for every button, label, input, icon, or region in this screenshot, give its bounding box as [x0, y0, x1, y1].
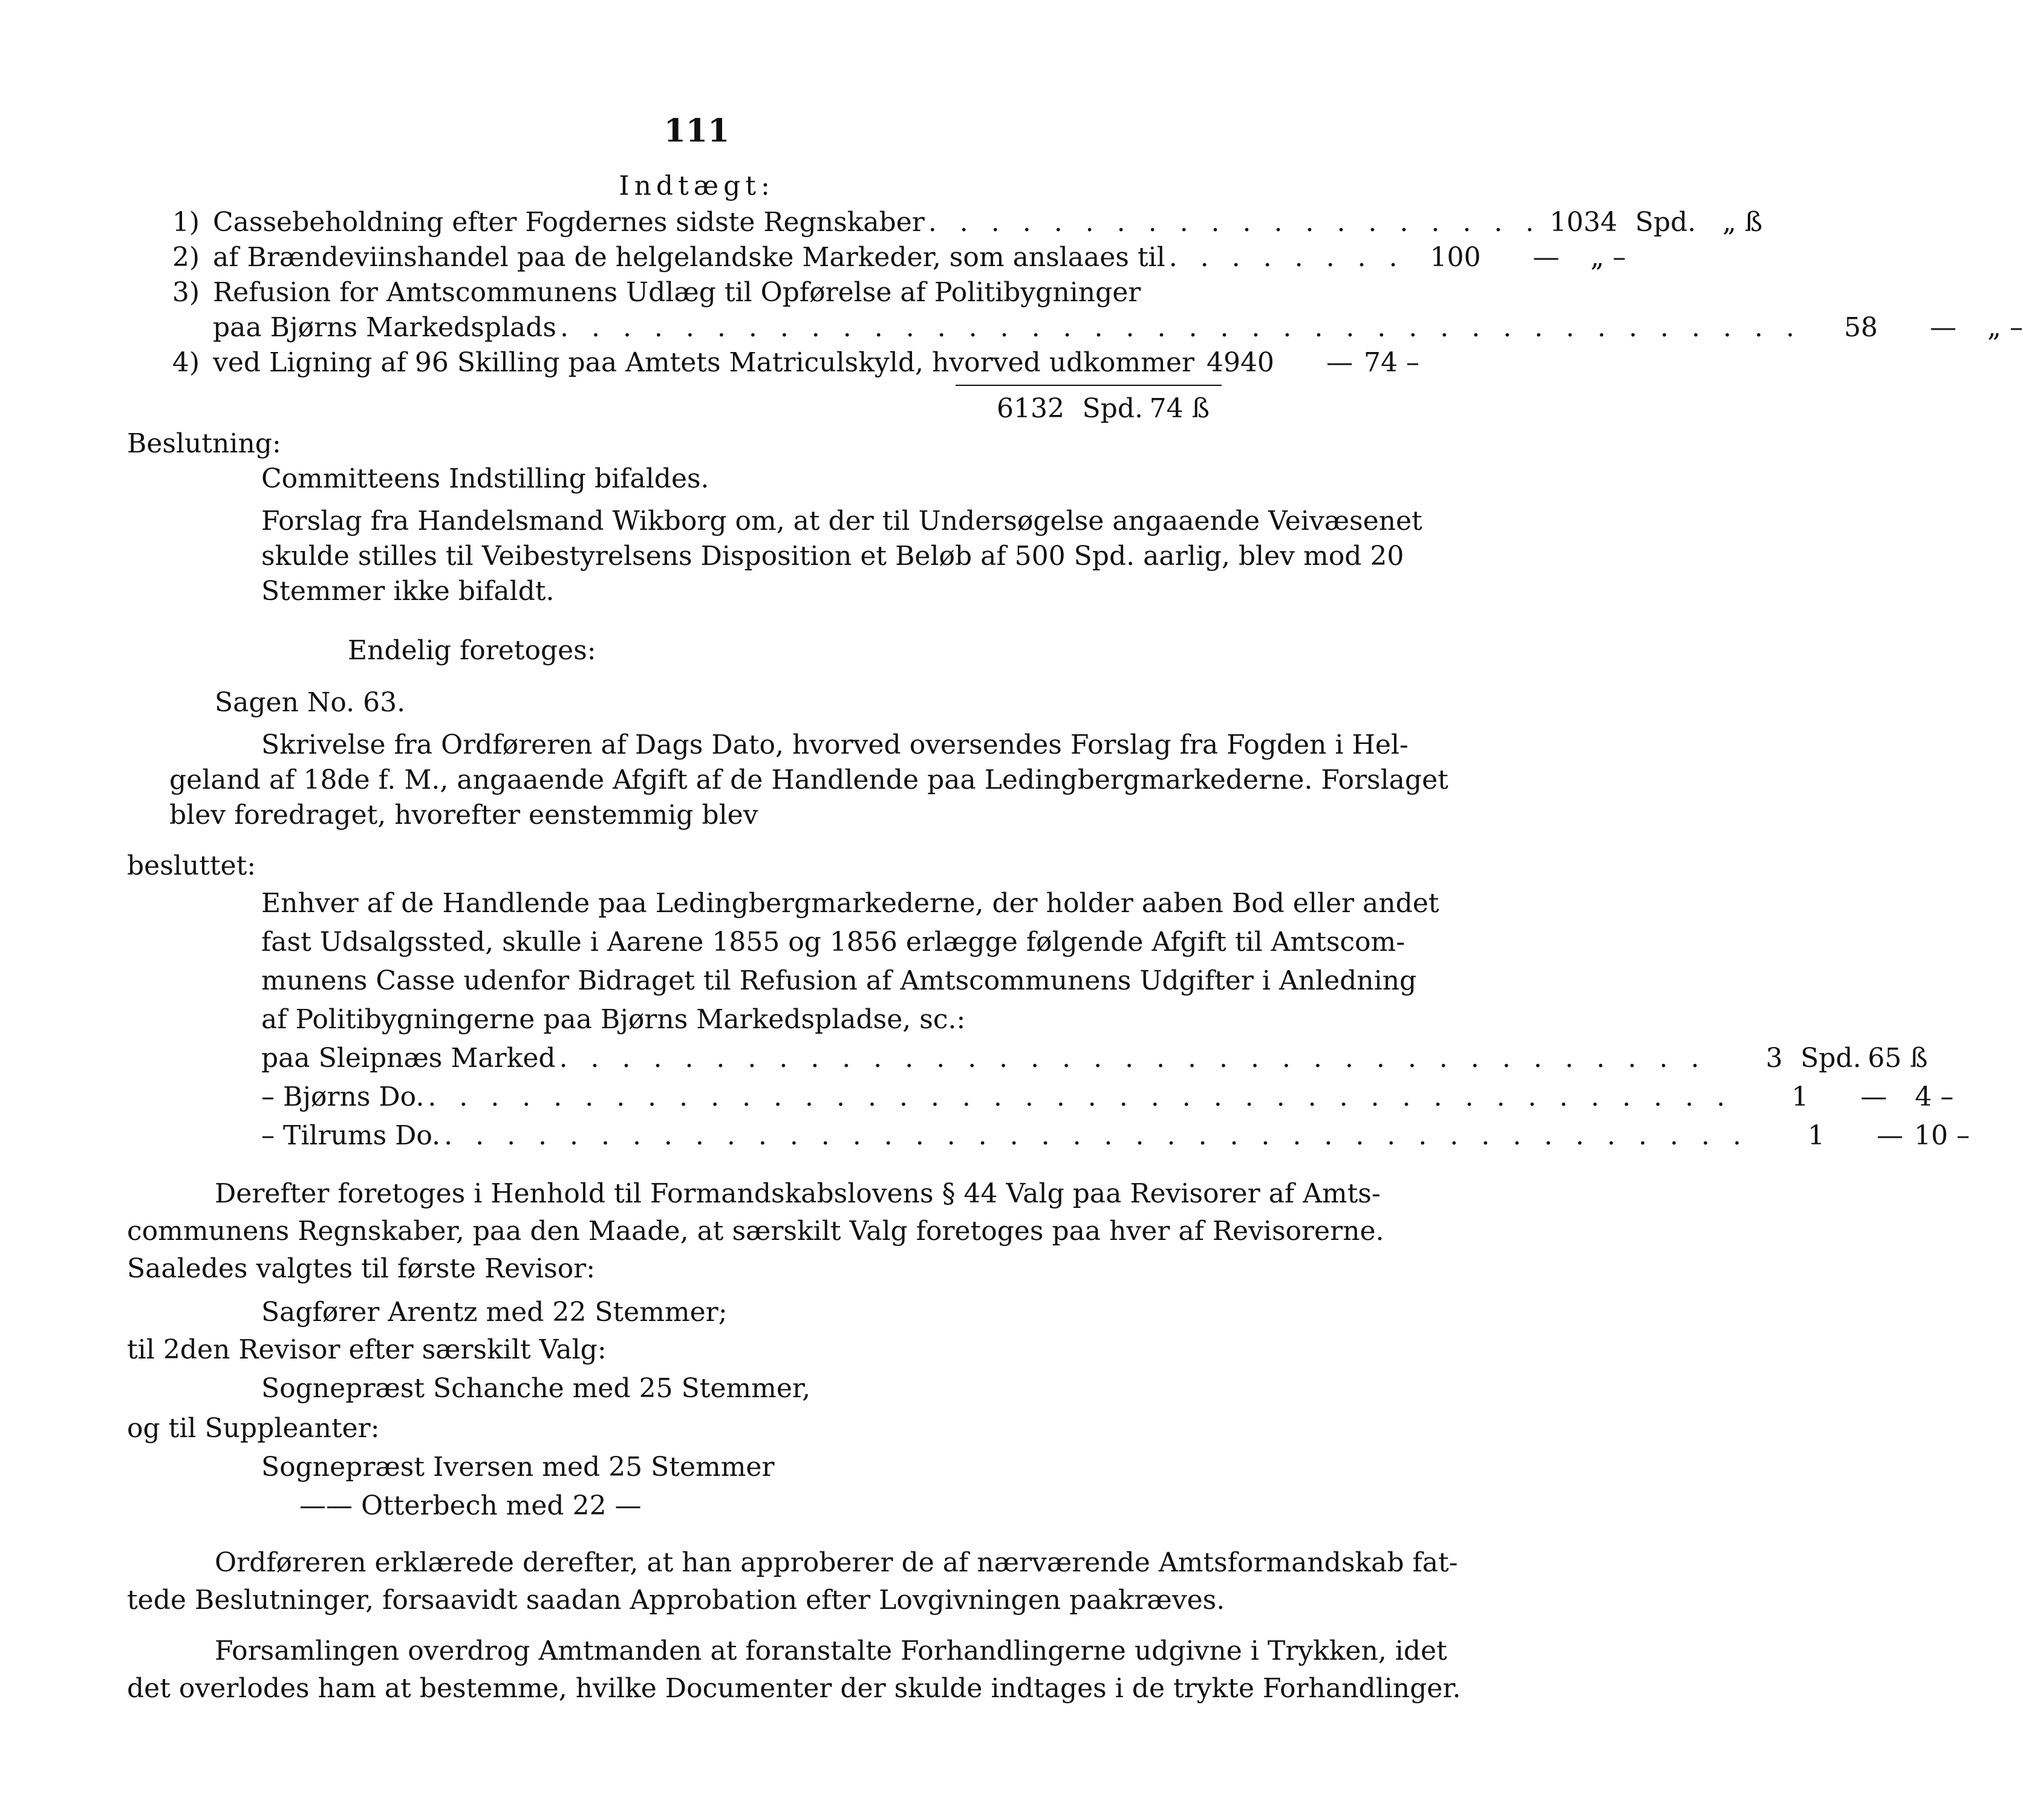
committee-line: Committeens Indstilling bifaldes.: [261, 463, 709, 494]
income-num: 2): [172, 242, 200, 273]
fee-amount: 1: [1808, 1120, 1825, 1151]
fee-line-3: [261, 1119, 1970, 1153]
forslag-line-2: skulde stilles til Veibestyrelsens Disposition et Beløb af 500 Spd. aarlig, blev mod 20: [261, 541, 1404, 572]
fee-unit: Spd.: [1800, 1043, 1862, 1074]
total-unit: Spd.: [1082, 393, 1143, 424]
skrivelse-line-2: geland af 18de f. M., angaaende Afgift af de Handlende paa Ledingbergmarkederne. Forslaget: [169, 765, 1448, 795]
income-num: 4): [172, 347, 200, 378]
income-amount: 1034: [1549, 207, 1618, 238]
income-line-4: [157, 346, 1419, 380]
income-num: 3): [172, 277, 200, 308]
income-line-1: [157, 206, 1763, 240]
income-skilling: „ ß: [1722, 207, 1763, 238]
derefter-line-3: Saaledes valgtes til første Revisor:: [127, 1253, 596, 1284]
enhver-line-3: munens Casse udenfor Bidraget til Refusion af Amtscommunens Udgifter i Anledning: [261, 965, 1417, 996]
income-line-3-cont: [157, 311, 2023, 345]
ordforeren-line-2: tede Beslutninger, forsaavidt saadan Approbation efter Lovgivningen paakræves.: [127, 1585, 1225, 1616]
income-text: ved Ligning af 96 Skilling paa Amtets Matriculskyld, hvorved udkommer: [213, 347, 1194, 378]
fee-text: – Tilrums Do.: [261, 1120, 441, 1151]
income-num: 1): [172, 207, 200, 238]
income-text: Cassebeholdning efter Fogdernes sidste Regnskaber: [213, 207, 925, 238]
suppleanter-label: og til Suppleanter:: [127, 1413, 380, 1444]
enhver-line-1: Enhver af de Handlende paa Ledingbergmarkederne, der holder aaben Bod eller andet: [261, 888, 1439, 919]
fee-text: paa Sleipnæs Marked: [261, 1043, 556, 1074]
income-unit: —: [1929, 312, 1956, 343]
ordforeren-line-1: Ordføreren erklærede derefter, at han approberer de af nærværende Amtsformandskab fat-: [215, 1547, 1458, 1578]
income-skilling: „ –: [1987, 312, 2023, 343]
leader-dots: . . . . . . . . . . . . . . . . . . . .: [928, 207, 1542, 238]
fee-skilling: 10 –: [1914, 1120, 1970, 1151]
fee-amount: 1: [1791, 1081, 1809, 1112]
fee-unit: —: [1877, 1120, 1903, 1151]
income-skilling: 74 –: [1363, 347, 1419, 378]
leader-dots: . . . . . . . .: [1168, 242, 1405, 273]
arentz-line: Sagfører Arentz med 22 Stemmer;: [261, 1297, 728, 1328]
sagen-title: Sagen No. 63.: [215, 687, 406, 718]
skrivelse-line-3: blev foredraget, hvorefter eenstemmig blev: [169, 800, 758, 830]
forsamlingen-line-2: det overlodes ham at bestemme, hvilke Documenter der skulde indtages i de trykte Forhandlinger.: [127, 1673, 1461, 1704]
endelig-foretoges: Endelig foretoges:: [348, 635, 596, 666]
income-text: paa Bjørns Markedsplads: [213, 312, 557, 343]
income-text: Refusion for Amtscommunens Udlæg til Opførelse af Politibygninger: [213, 277, 1141, 308]
forslag-line-3: Stemmer ikke bifaldt.: [261, 576, 555, 607]
income-skilling: „ –: [1590, 242, 1626, 273]
income-amount: 58: [1843, 312, 1878, 343]
fee-skilling: 65 ß: [1868, 1043, 1928, 1074]
til-2den-revisor: til 2den Revisor efter særskilt Valg:: [127, 1334, 607, 1365]
income-amount: 4940: [1206, 347, 1274, 378]
income-text: af Brændeviinshandel paa de helgelandske Markeder, som anslaaes til: [213, 242, 1165, 273]
besluttet-label: besluttet:: [127, 850, 256, 881]
income-total: [992, 392, 1222, 426]
forslag-line-1: Forslag fra Handelsmand Wikborg om, at der til Undersøgelse angaaende Veivæsenet: [261, 506, 1422, 537]
forsamlingen-line-1: Forsamlingen overdrog Amtmanden at foranstalte Forhandlingerne udgivne i Trykken, idet: [215, 1636, 1447, 1666]
fee-skilling: 4 –: [1915, 1081, 1954, 1112]
sum-rule: [956, 385, 1222, 386]
leader-dots: . . . . . . . . . . . . . . . . . . . . . . . . . . . . . . . . . . . . .: [559, 1043, 1707, 1074]
leader-dots: . . . . . . . . . . . . . . . . . . . . . . . . . . . . . . . . . . . . . . . .: [560, 312, 1802, 343]
derefter-line-2: communens Regnskaber, paa den Maade, at særskilt Valg foretoges paa hver af Revisorerne.: [127, 1216, 1384, 1247]
schanche-line: Sognepræst Schanche med 25 Stemmer,: [261, 1373, 811, 1404]
income-unit: —: [1326, 347, 1353, 378]
fee-line-1: [261, 1042, 1928, 1075]
total-skilling: 74 ß: [1149, 393, 1210, 424]
beslutning-label: Beslutning:: [127, 428, 281, 459]
total-amount: 6132: [997, 393, 1064, 424]
income-line-2: [157, 241, 1626, 275]
income-amount: 100: [1430, 242, 1481, 273]
income-line-3: [157, 276, 1222, 310]
fee-unit: —: [1860, 1081, 1888, 1112]
iversen-line: Sognepræst Iversen med 25 Stemmer: [261, 1452, 775, 1482]
fee-text: – Bjørns Do.: [261, 1081, 425, 1112]
fee-amount: 3: [1765, 1043, 1783, 1074]
skrivelse-line-1: Skrivelse fra Ordføreren af Dags Dato, hvorved oversendes Forslag fra Fogden i Hel-: [261, 729, 1409, 760]
income-unit: —: [1533, 242, 1560, 273]
leader-dots: . . . . . . . . . . . . . . . . . . . . . . . . . . . . . . . . . . . . . . . . . .: [444, 1120, 1748, 1151]
otterbech-line: —— Otterbech med 22 —: [299, 1490, 642, 1521]
derefter-line-1: Derefter foretoges i Henhold til Formandskabslovens § 44 Valg paa Revisorer af Amts-: [215, 1178, 1381, 1209]
income-unit: Spd.: [1635, 207, 1696, 238]
indtaegt-heading: Indtægt:: [619, 171, 775, 201]
leader-dots: . . . . . . . . . . . . . . . . . . . . . . . . . . . . . . . . . . . . . . . . . .: [428, 1081, 1733, 1112]
enhver-line-4: af Politibygningerne paa Bjørns Markedspladse, sc.:: [261, 1004, 966, 1035]
fee-line-2: [261, 1080, 1954, 1114]
enhver-line-2: fast Udsalgssted, skulle i Aarene 1855 og 1856 erlægge følgende Afgift til Amtscom-: [261, 927, 1406, 957]
page-number: 111: [663, 113, 730, 149]
